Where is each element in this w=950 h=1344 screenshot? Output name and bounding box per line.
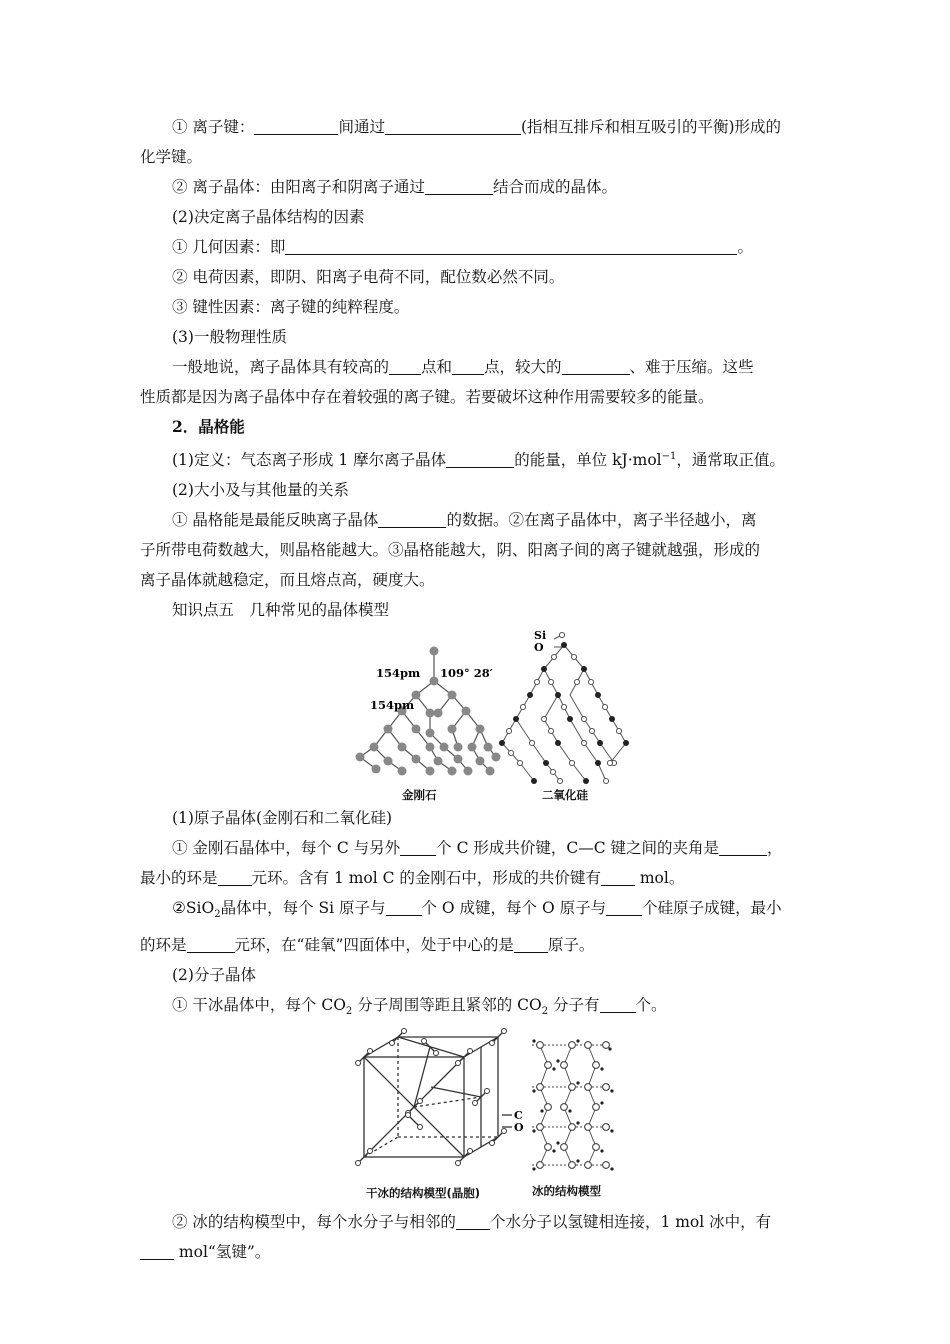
carbon-label: C [514,1109,523,1123]
text-line: (3)一般物理性质 [172,328,287,346]
text-line: 性质都是因为离子晶体中存在着较强的离子键。若要破坏这种作用需要较多的能量。 [140,388,714,406]
text-line: (1)原子晶体(金刚石和二氧化硅) [172,809,393,828]
text-line: ① 金刚石晶体中，每个 C 与另外 个 C 形成共价键，C—C 键之间的夹角是 ， [172,839,783,858]
text-line: ② 离子晶体：由阳离子和阴离子通过 结合而成的晶体。 [172,178,617,196]
dry-ice-caption: 干冰的结构模型(晶胞) [366,1186,481,1201]
diamond-caption: 金刚石 [402,788,437,803]
text-line: 的环是 元环，在“硅氧”四面体中，处于中心的是 原子。 [140,936,595,955]
bond-length-label: 154pm [370,698,415,713]
oxygen-label: O [514,1121,524,1135]
text-line: ② 冰的结构模型中，每个水分子与相邻的 个水分子以氢键相连接，1 mol 冰中，有 [172,1213,772,1232]
text-line: 最小的环是 元环。含有 1 mol C 的金刚石中，形成的共价键有 mol。 [140,869,685,888]
ice-caption: 冰的结构模型 [532,1184,601,1199]
bond-angle-label: 109° 28′ [440,666,493,681]
document-page [140,112,812,1267]
crystal-figure-1 [140,625,812,803]
text-line: ③ 键性因素：离子键的纯粹程度。 [172,298,410,316]
text-line: (2)大小及与其他量的关系 [172,481,349,500]
text-line: (1)定义：气态离子形成 1 摩尔离子晶体 的能量，单位 kJ·mol$^{-1}$，通常取正值。 [172,451,785,470]
text-line: ②SiO$_2$晶体中，每个 Si 原子与 个 O 成键，每个 O 原子与 个硅原子成键，最小 [172,899,782,921]
text-line: 化学键。 [140,148,203,166]
diamond-structure-diagram [140,625,812,803]
text-line: ① 离子键： 间通过 (指相互排斥和相互吸引的平衡)形成的 [172,118,782,136]
text-line: (2)决定离子晶体结构的因素 [172,208,365,226]
bond-length-label: 154pm [376,666,421,681]
si-label: Si [534,629,547,643]
crystal-figure-2 [140,1027,812,1207]
text-line: 子所带电荷数越大，则晶格能越大。③晶格能越大，阴、阳离子间的离子键就越强，形成的 [140,541,761,560]
text-line: mol“氢键”。 [140,1237,812,1267]
text-line: 一般地说，离子晶体具有较高的 点和 点，较大的 、难于压缩。这些 [172,358,754,376]
text-line: ① 几何因素：即 。 [172,238,753,256]
text-line: (2)分子晶体 [172,966,256,985]
o-label: O [534,641,544,655]
text-line: ① 干冰晶体中，每个 $CO_2$ 分子周围等距且紧邻的 $CO_2$ 分子有 个。 [172,996,667,1018]
text-line: ② 电荷因素，即阴、阳离子电荷不同，配位数必然不同。 [172,268,565,286]
text-line: 离子晶体就越稳定，而且熔点高，硬度大。 [140,571,435,590]
section-heading: 2．晶格能 [172,417,245,436]
sio2-caption: 二氧化硅 [542,788,588,803]
text-line: ① 晶格能是最能反映离子晶体 的数据。②在离子晶体中，离子半径越小，离 [172,511,757,530]
section-heading: 知识点五 几种常见的晶体模型 [172,601,390,620]
